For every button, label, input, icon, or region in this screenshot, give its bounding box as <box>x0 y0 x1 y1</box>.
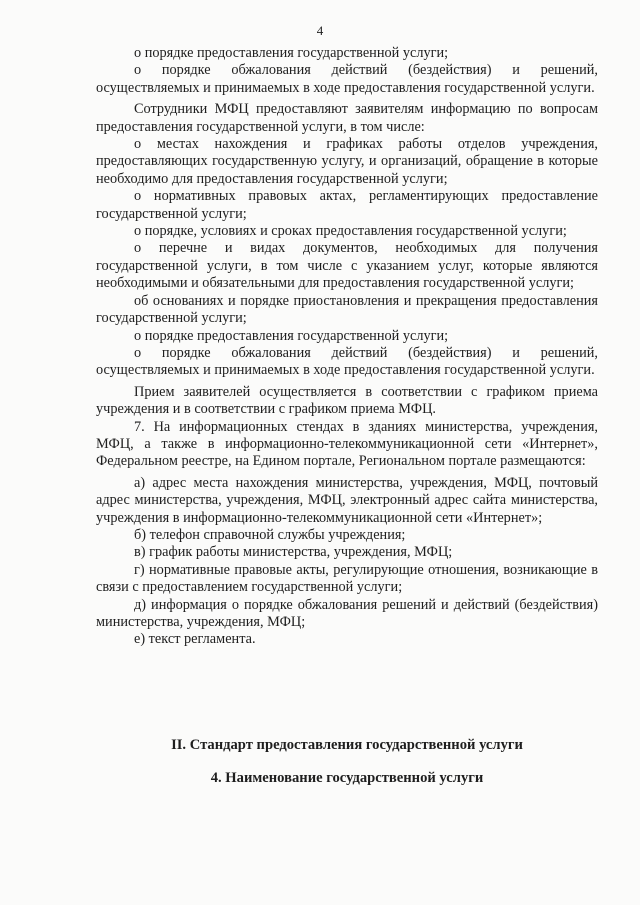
paragraph: Сотрудники МФЦ предоставляют заявителям информацию по вопросам предоставления государственной услуги, в том числе: <box>96 101 598 135</box>
paragraph: о порядке предоставления государственной услуги; <box>134 327 449 344</box>
paragraph: в) график работы министерства, учреждения, МФЦ; <box>134 544 453 561</box>
paragraph: о порядке предоставления государственной услуги; <box>134 45 449 61</box>
paragraph: 7. На информационных стендах в зданиях министерства, учреждения, МФЦ, а также в информационно-телекоммуникационной сети «Интернет», Федеральном реестре, на Едином портале, Региональном портале размещаются: <box>96 418 598 470</box>
paragraph: о порядке обжалования действий (бездействия) и решений, осуществляемых и принимаемых в ходе предоставления государственной услуги. <box>96 344 598 379</box>
paragraph: б) телефон справочной службы учреждения; <box>134 526 406 543</box>
document-body <box>96 45 598 649</box>
paragraph: о нормативных правовых актах, регламентирующих предоставление государственной услуги; <box>96 188 598 222</box>
subsection-heading: 4. Наименование государственной услуги <box>210 770 484 786</box>
paragraph: о местах нахождения и графиках работы отделов учреждения, предоставляющих государственную услугу, и организаций, обращение в которые необходимо для предоставления государственной услуги; <box>96 136 598 187</box>
paragraph: д) информация о порядке обжалования решений и действий (бездействия) министерства, учреждения, МФЦ; <box>96 596 598 630</box>
paragraph: о перечне и видах документов, необходимых для получения государственной услуги, в том числе с указанием услуг, которые являются необходимыми и обязательными для предоставления государственной услуги; <box>96 240 598 292</box>
page-number: 4 <box>316 23 324 38</box>
paragraph: г) нормативные правовые акты, регулирующие отношения, возникающие в связи с предоставлением государственной услуги; <box>96 561 598 596</box>
section-heading: II. Стандарт предоставления государственной услуги <box>171 737 523 753</box>
paragraph: а) адрес места нахождения министерства, учреждения, МФЦ, почтовый адрес министерства, учреждения, МФЦ, электронный адрес сайта министерства, учреждения в информационно-телекоммуникационной сети «Интернет»; <box>96 474 598 526</box>
paragraph: об основаниях и порядке приостановления и прекращения предоставления государственной услуги; <box>96 292 598 327</box>
paragraph: о порядке обжалования действий (бездействия) и решений, осуществляемых и принимаемых в ходе предоставления государственной услуги. <box>96 62 598 96</box>
paragraph: Прием заявителей осуществляется в соответствии с графиком приема учреждения и в соответствии с графиком приема МФЦ. <box>96 383 598 418</box>
paragraph: о порядке, условиях и сроках предоставления государственной услуги; <box>134 223 567 240</box>
paragraph: е) текст регламента. <box>134 631 256 648</box>
